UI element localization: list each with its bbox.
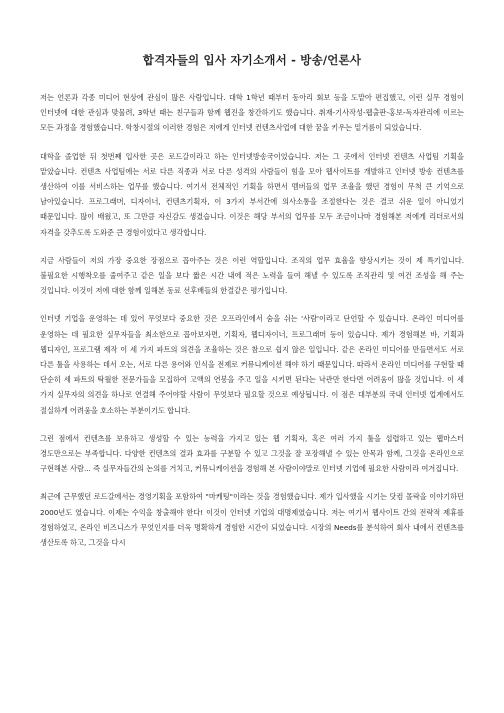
document-title: 합격자들의 입사 자기소개서 - 방송/언론사 xyxy=(142,53,362,67)
paragraph-1: 저는 언론과 각종 미디어 현상에 관심이 많은 사람입니다. 대학 1학년 때부터 동아리 회보 등을 도맡아 편집했고, 이런 실무 경험이 인터넷에 대한 관심과 맞물려, 3학년 때는 친구들과 함께 웹진을 창간하기도 했습니다. 취재-기사작성-웹출판-홍보-독자관리에 이르는 모든 과정을 경험했습니다. 학창시절의 이러한 경험은 저에게 인터넷 컨텐츠사업에 대한 꿈을 키우는 밑거름이 되었습니다. xyxy=(40,93,464,133)
paragraph-3: 지금 사람들이 저의 가장 중요한 장점으로 꼽아주는 것은 이런 역할입니다. 조직의 업무 효율을 향상시키는 것이 제 특기입니다. 불필요한 시행착오를 줄여주고 같은 일을 보다 짧은 시간 내에 적은 노력을 들여 해낼 수 있도록 조직관리 및 여건 조성을 해 주는 것입니다. 이것이 저에 대한 함께 일해본 동료 선후배들의 한결같은 평가입니다. xyxy=(40,255,464,296)
paragraph-4: 인터넷 기업을 운영하는 데 있어 무엇보다 중요한 것은 오프라인에서 숨을 쉬는 '사람'이라고 단언할 수 있습니다. 온라인 미디어를 운영하는 데 필요한 실무자들을 최소한으로 꼽아보자면, 기획자, 웹디자이너, 프로그래머 등이 있습니다. 제가 경험해본 바, 기획과 웹디자인, 프로그램 제작 이 세 가지 파트의 의견을 조율하는 것은 참으로 쉽지 않은 일입니다. 같은 온라인 미디어를 만들면서도 서로 다른 툴을 사용하는 데서 오는, 서로 다른 용어와 인식을 전제로 커뮤니케이션 해야 하기 때문입니다. 따라서 온라인 미디어를 구현할 때 단순히 세 파트의 탁월한 전문가들을 모집하여 고액의 연봉을 주고 일을 시키면 된다는 낙관만 한다면 어려움이 많을 것입니다. 이 세 가지 실무자의 의견을 하나로 연결해 주어야할 사람이 무엇보다 필요할 것으로 예상됩니다. 이 점은 대부분의 국내 인터넷 업계에서도 절실하게 어려움을 호소하는 부분이기도 합니다. xyxy=(40,314,464,415)
paragraph-5: 그런 점에서 컨텐츠를 보유하고 생성할 수 있는 능력을 가지고 있는 웹 기획자, 혹은 여러 가지 툴을 섭렵하고 있는 웹마스터 경도만으로는 부족합니다. 다양한 컨텐츠의 결과 효과를 구분할 수 있고 그것을 잘 포장해낼 수 있는 안목과 함께, 그것을 온라인으로 구현해본 사람... 즉 실무자들간의 논의를 거치고, 커뮤니케이션을 경험해 본 사람이야말로 인터넷 기업에 필요한 사람이라 여겨집니다. xyxy=(40,433,464,474)
paragraph-6: 최근에 근무했던 로드갈에서는 경영기획을 포함하여 "마케팅"이라는 것을 경험했습니다. 제가 입사했을 시기는 닷컴 몰락을 이야기하던 2000년도 였습니다. 이제는 수익을 창출해야 한다! 이것이 인터넷 기업의 대명제였습니다. 저는 여기서 웹사이트 간의 전략적 제휴를 경험하였고, 온라인 비즈니스가 무엇인지를 더욱 명확하게 경험한 시간이 되었습니다. 시장의 Needs를 분석하여 회사 내에서 컨텐츠를 생산토록 하고, 그것을 다시 xyxy=(40,492,464,548)
paragraph-2: 대학을 졸업한 뒤 첫번째 입사한 곳은 로드갈이라고 하는 인터넷방송국이었습니다. 저는 그 곳에서 인터넷 컨텐츠 사업팀 기획을 맡았습니다. 컨텐츠 사업팀에는 서로 다른 직종과 서로 다른 성격의 사람들이 힘을 모아 웹사이트를 개발하고 인터넷 방송 컨텐츠를 생산하여 이를 서비스하는 업무를 했습니다. 여기서 전체적인 기획을 하면서 멤버들의 업무 조율을 했던 경험이 무척 큰 기억으로 남아있습니다. 프로그래머, 디자이너, 컨텐츠기획자, 이 3가지 부서간에 의사소통을 조절한다는 것은 결코 쉬운 일이 아니었기 때문입니다. 많이 배웠고, 또 그만큼 자신감도 생겼습니다. 이것은 해당 부서의 업무를 모두 조금이나마 경험해본 저에게 리더로서의 자격을 갖추도록 도와준 큰 경험이었다고 생각합니다. xyxy=(40,151,464,237)
